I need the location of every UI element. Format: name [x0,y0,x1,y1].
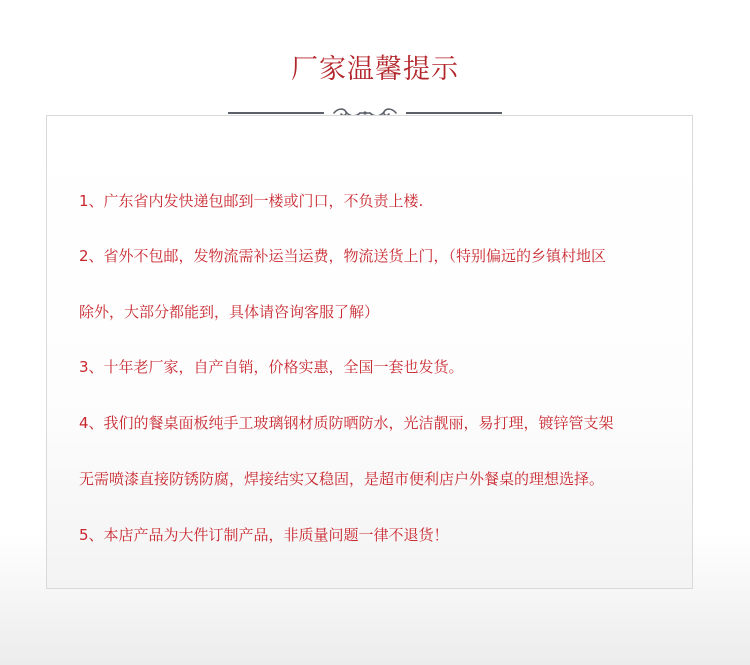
tip-line: 5、本店产品为大件订制产品，非质量问题一律不退货！ [79,526,449,544]
divider-line-left [228,112,324,114]
page-title: 厂家温馨提示 [291,54,459,85]
notice-card [46,115,693,589]
divider-line-right [406,112,502,114]
tip-line: 3、十年老厂家，自产自销，价格实惠，全国一套也发货。 [79,358,464,376]
tip-line: 4、我们的餐桌面板纯手工玻璃钢材质防晒防水，光洁靓丽，易打理，镀锌管支架 [79,414,614,432]
tip-line: 1、广东省内发快递包邮到一楼或门口，不负责上楼. [79,192,424,210]
tip-line: 无需喷漆直接防锈防腐，焊接结实又稳固，是超市便利店户外餐桌的理想选择。 [79,470,605,488]
tip-line: 2、省外不包邮，发物流需补运当运费，物流送货上门，（特别偏远的乡镇村地区 [79,247,607,265]
tip-line: 除外，大部分都能到，具体请咨询客服了解） [79,303,380,321]
